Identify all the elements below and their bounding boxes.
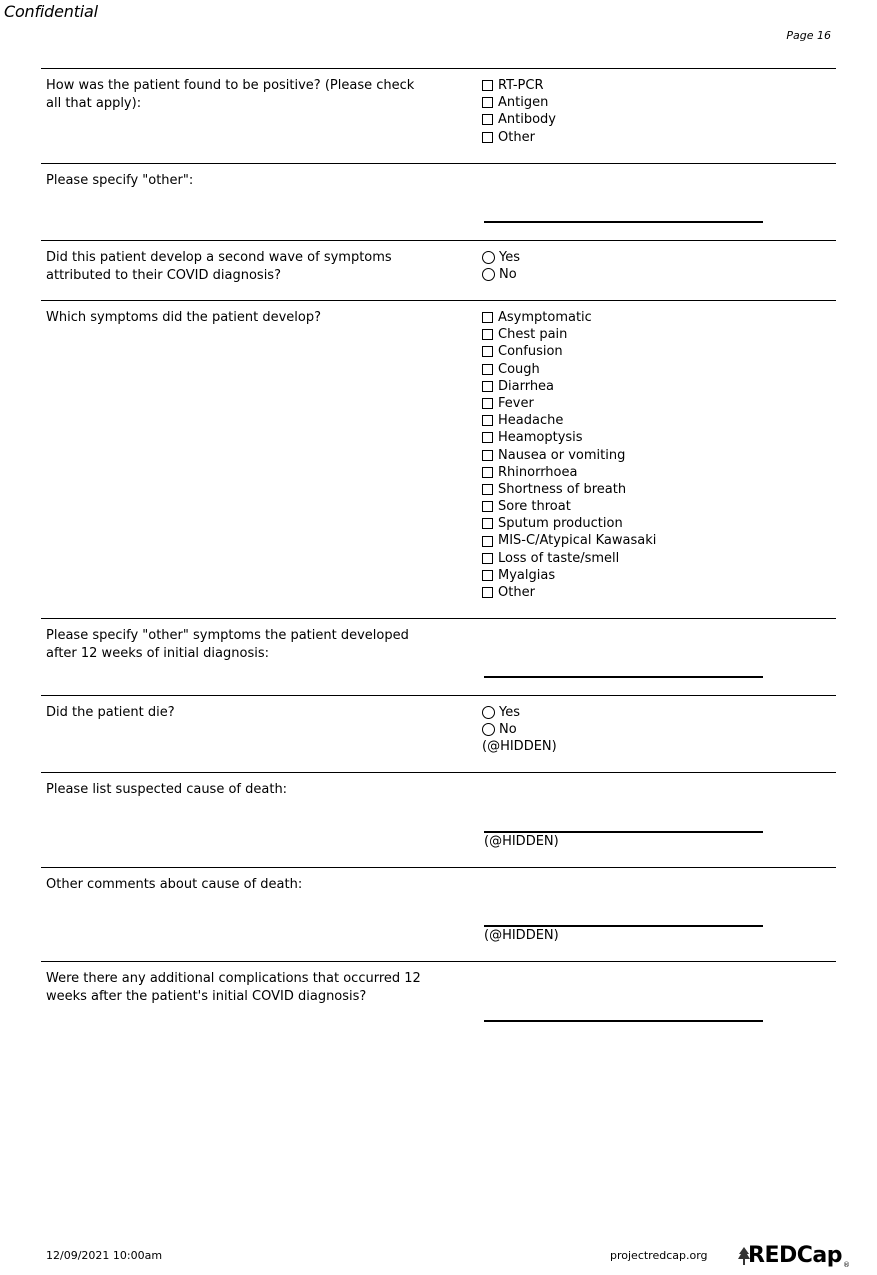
option-mis-c-atypical-kawasaki[interactable] <box>482 532 656 549</box>
option-headache[interactable] <box>482 412 656 429</box>
hidden-annotation: (@HIDDEN) <box>482 739 557 755</box>
question-specify-other <box>41 163 836 241</box>
redcap-logo <box>737 1239 850 1269</box>
checkbox-icon[interactable] <box>482 536 493 547</box>
footer-timestamp: 12/09/2021 10:00am <box>46 1249 163 1262</box>
option-label: No <box>499 722 517 738</box>
checkbox-group <box>482 77 556 146</box>
checkbox-icon[interactable] <box>482 312 493 323</box>
question-label: Other comments about cause of death: <box>46 877 303 892</box>
option-label: Other <box>498 585 535 600</box>
radio-icon[interactable] <box>482 251 495 264</box>
option-yes[interactable] <box>482 704 557 721</box>
option-label: Loss of taste/smell <box>498 550 620 566</box>
question-label: Please list suspected cause of death: <box>46 782 288 797</box>
option-no[interactable] <box>482 721 557 738</box>
option-label: Nausea or vomiting <box>498 447 626 463</box>
option-label: Sputum production <box>498 516 623 532</box>
option-other[interactable] <box>482 584 656 601</box>
question-symptoms <box>41 300 836 619</box>
checkbox-icon[interactable] <box>482 381 493 392</box>
option-label: Asymptomatic <box>498 310 592 325</box>
question-patient-died <box>41 695 836 773</box>
question-positive-method <box>41 68 836 164</box>
option-cough[interactable] <box>482 361 656 378</box>
hidden-annotation: (@HIDDEN) <box>484 928 559 943</box>
option-chest-pain[interactable] <box>482 326 656 343</box>
checkbox-icon[interactable] <box>482 415 493 426</box>
option-shortness-of-breath[interactable] <box>482 481 656 498</box>
option-label: Chest pain <box>498 327 568 343</box>
radio-icon[interactable] <box>482 706 495 719</box>
option-no[interactable] <box>482 266 520 283</box>
checkbox-icon[interactable] <box>482 553 493 564</box>
checkbox-icon[interactable] <box>482 587 493 598</box>
page-number: Page 16 <box>786 29 831 42</box>
cause-of-death-input[interactable] <box>484 831 763 833</box>
question-label: Please specify "other": <box>46 173 194 188</box>
radio-icon[interactable] <box>482 723 495 736</box>
checkbox-icon[interactable] <box>482 346 493 357</box>
checkbox-icon[interactable] <box>482 364 493 375</box>
footer-url: projectredcap.org <box>610 1249 708 1262</box>
option-yes[interactable] <box>482 249 520 266</box>
option-fever[interactable] <box>482 395 656 412</box>
question-label: Were there any additional complications that occurred 12 weeks after the patient's initial COVID diagnosis? <box>46 971 421 1004</box>
checkbox-icon[interactable] <box>482 398 493 409</box>
question-additional-complications <box>41 961 836 1042</box>
option-label: Sore throat <box>498 499 571 515</box>
checkbox-icon[interactable] <box>482 450 493 461</box>
checkbox-group <box>482 309 656 601</box>
option-label: Heamoptysis <box>498 430 583 446</box>
option-loss-of-taste-smell[interactable] <box>482 550 656 567</box>
option-label: Shortness of breath <box>498 481 627 497</box>
specify-other-input[interactable] <box>484 221 763 223</box>
option-other[interactable] <box>482 129 556 146</box>
checkbox-icon[interactable] <box>482 132 493 143</box>
logo-text: REDCap <box>748 1243 842 1268</box>
option-label: Other <box>498 129 535 145</box>
option-label: MIS-C/Atypical Kawasaki <box>498 533 657 549</box>
option-label: Fever <box>498 395 534 411</box>
option-label: No <box>499 267 517 283</box>
option-rt-pcr[interactable] <box>482 77 556 94</box>
option-label: Confusion <box>498 344 563 360</box>
checkbox-icon[interactable] <box>482 501 493 512</box>
question-second-wave <box>41 240 836 301</box>
additional-complications-input[interactable] <box>484 1020 763 1022</box>
confidential-label: Confidential <box>4 2 98 21</box>
option-label: Headache <box>498 413 564 429</box>
option-label: Yes <box>499 705 520 720</box>
option-confusion[interactable] <box>482 343 656 360</box>
question-label: Did this patient develop a second wave of symptoms attributed to their COVID diagnosis? <box>46 250 392 283</box>
option-diarrhea[interactable] <box>482 378 656 395</box>
option-rhinorrhoea[interactable] <box>482 464 656 481</box>
question-label: Please specify "other" symptoms the patient developed after 12 weeks of initial diagnosis: <box>46 628 409 661</box>
checkbox-icon[interactable] <box>482 80 493 91</box>
question-other-symptoms <box>41 618 836 696</box>
option-antibody[interactable] <box>482 111 556 128</box>
radio-group <box>482 704 557 756</box>
logo-trademark: ® <box>842 1261 850 1269</box>
checkbox-icon[interactable] <box>482 570 493 581</box>
option-label: Diarrhea <box>498 378 555 394</box>
option-nausea-or-vomiting[interactable] <box>482 447 656 464</box>
option-label: Antigen <box>498 95 549 111</box>
option-sputum-production[interactable] <box>482 515 656 532</box>
checkbox-icon[interactable] <box>482 484 493 495</box>
option-label: Antibody <box>498 112 556 128</box>
option-heamoptysis[interactable] <box>482 429 656 446</box>
option-antigen[interactable] <box>482 94 556 111</box>
question-cause-of-death <box>41 772 836 868</box>
checkbox-icon[interactable] <box>482 97 493 108</box>
hidden-annotation: (@HIDDEN) <box>484 834 559 849</box>
option-asymptomatic[interactable] <box>482 309 656 326</box>
other-symptoms-input[interactable] <box>484 676 763 678</box>
question-cause-of-death-comments <box>41 867 836 962</box>
checkbox-icon[interactable] <box>482 518 493 529</box>
option-label: Myalgias <box>498 567 556 583</box>
radio-icon[interactable] <box>482 268 495 281</box>
checkbox-icon[interactable] <box>482 432 493 443</box>
checkbox-icon[interactable] <box>482 467 493 478</box>
question-label: Did the patient die? <box>46 705 175 720</box>
question-label: Which symptoms did the patient develop? <box>46 310 321 325</box>
checkbox-icon[interactable] <box>482 329 493 340</box>
question-label: How was the patient found to be positive? (Please check all that apply): <box>46 78 415 111</box>
option-label: RT-PCR <box>498 78 544 93</box>
option-sore-throat[interactable] <box>482 498 656 515</box>
option-myalgias[interactable] <box>482 567 656 584</box>
radio-group <box>482 249 520 283</box>
option-label: Cough <box>498 361 540 377</box>
checkbox-icon[interactable] <box>482 114 493 125</box>
option-label: Yes <box>499 250 520 265</box>
option-label: Rhinorrhoea <box>498 464 578 480</box>
cause-of-death-comments-input[interactable] <box>484 925 763 927</box>
